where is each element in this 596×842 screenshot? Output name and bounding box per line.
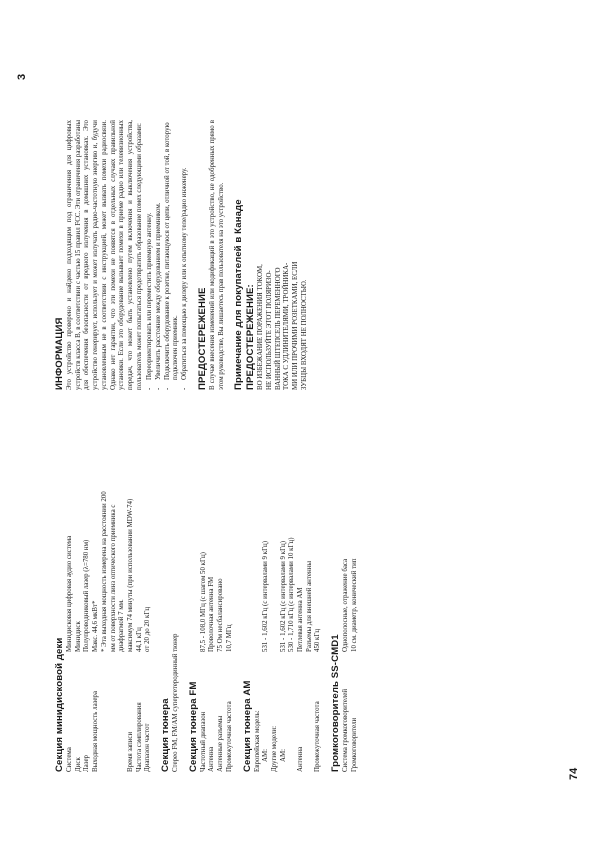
list-item: - Обратиться за помощью к дилеру или к опытному теле/радио инженеру.	[181, 167, 189, 390]
fm-heading: Секция тюнера FM	[187, 681, 199, 772]
caution-section	[197, 120, 226, 390]
tuner-heading: Секция тюнера	[160, 698, 172, 772]
info-paragraph: Это устройство проверено и найдено подходящим под ограничения для цифровых устройств класса В, в соответствии с частью 15 правил FCC. Эти ограничения разработаны для обеспечения безопасности от вредного излучения в домашних установках. Это устройство генерирует, использует и может излучать радио-частотную энергию и, будучи установленным не в соответствии с инструкцией, может вызвать помехи радиосвязи. Однако нет гарантии, что эти помехи не появятся в отдельных случаях правильной установки. Если это оборудование вызывает помехи в приеме радио или телевизионных передач, что может быть установлено путем включения и выключения устройства, пользователь может попытаться предотвратить образование помех следующими образами:	[66, 120, 143, 390]
spec-row: Частота сэмплирования 44,1 кГц	[135, 627, 143, 772]
speaker-section	[330, 490, 359, 772]
spec-row: Система Минидисковая цифровая аудио система	[66, 535, 73, 772]
spec-row: Время записи максимум 74 минуты (при использовании MDW-74)	[126, 498, 134, 772]
spec-row: Система громкоговорителей Однополосные, отражение баса	[342, 558, 350, 772]
am-euro-label: Европейская модель:	[253, 710, 261, 772]
canada-line: НЕ ИСПОЛЬЗУЙТЕ ЭТОТ ПОЛЯРИЗО-	[265, 270, 273, 390]
specifications-column	[54, 490, 367, 772]
minidisc-section	[54, 490, 153, 772]
spec-row: Антенные разъемы 75 Ом несбалансировано	[217, 578, 225, 772]
canada-subheading: ПРЕДОСТЕРЕЖЕНИЕ:	[245, 284, 257, 390]
tuner-section	[160, 490, 181, 772]
info-section	[54, 120, 190, 390]
spec-row: Частотный диапазон 87,5 - 108,0 МГц (с шагом 50 кГц)	[199, 552, 207, 772]
canada-heading: Примечание для покупателей в Канаде	[233, 199, 245, 390]
page-number-right: 3	[16, 73, 28, 80]
spec-row: Диапазон частот от 20 до 20 кГц	[144, 606, 152, 772]
spec-row: Лазер Полупроводниковый лазер (λ=780 нм)	[83, 539, 91, 772]
tuner-text: Стерео FM, FM/AM супергетеродинный тюнер	[172, 633, 180, 772]
spec-row: Выходная мощность лазера Макс. 44,6 мкВт*	[92, 600, 100, 772]
am-other-label: Другие модели:	[270, 725, 278, 772]
caution-heading: ПРЕДОСТЕРЕЖЕНИЕ	[196, 287, 208, 390]
caution-text: В случае внесения изменений или модификаций в это устройство, не одобренных прямо в этом руководстве, Вы лишаетесь прав пользователя на это устройство.	[208, 120, 225, 390]
speaker-heading: Громкоговоритель SS-CMD1	[330, 634, 342, 772]
list-item: - Переориентировать или переместить приемную антенну.	[146, 212, 154, 390]
list-item: - Увеличить расстояние между оборудованием и приемником.	[155, 202, 163, 390]
am-section	[242, 490, 324, 772]
spec-row: Антенна Проволочная антенна FM	[208, 576, 216, 772]
fm-section	[188, 490, 235, 772]
canada-line: ЗУБЦЫ ВХОДЯТ НЕ ПОЛНОСТЬЮ.	[300, 279, 308, 390]
spec-row: Промежуточная частота 450 кГц	[314, 628, 322, 772]
information-column	[54, 120, 316, 390]
info-heading: ИНФОРМАЦИЯ	[54, 317, 65, 390]
canada-section	[233, 120, 309, 390]
minidisc-heading: Секция минидисковой деки	[54, 637, 65, 772]
laser-note: * Эта выходная мощность измерена на расстоянии 200 мм от поверхности линз оптического приемника с диафрагмой 7 мм.	[100, 491, 126, 652]
spec-row: Диск Минидиск	[74, 621, 82, 772]
spec-row: Антенна Петлевая антенна AM Разъемы для внешней антенны	[297, 561, 313, 772]
spec-row: Промежуточная частота 10,7 МГц	[225, 624, 233, 772]
canada-line: ТОКА С УДЛИНИТЕЛЯМИ, ТРОЙНИКА-	[283, 262, 291, 390]
list-item: - Подключить оборудование к розетке, питающуюся от цепи, отличной от той, в которую подключен приемник.	[163, 122, 180, 390]
spec-row: Громкоговорители 10 см. диаметр, конический тип	[350, 558, 358, 772]
spec-row: AM: 531 - 1,602 кГц (с интервалами 9 кГц)	[262, 540, 270, 762]
am-heading: Секция тюнера AM	[241, 680, 253, 772]
canada-line: ВАННЫЙ ШТЕПСЕЛЬ ПЕРЕМЕННОГО	[274, 267, 282, 390]
page-number-left: 74	[568, 767, 580, 780]
canada-line: МИ ИЛИ ПРОЧИМИ РОЗЕТКАМИ, ЕСЛИ	[292, 261, 300, 390]
laser-note-row	[101, 490, 127, 772]
canada-line: ВО ИЗБЕЖАНИЕ ПОРАЖЕНИЯ ТОКОМ,	[257, 264, 265, 390]
spec-row: AM: 531 - 1,602 кГц (с интервалами 9 кГц) 530 - 1,710 кГц (с интервалами 10 кГц)	[279, 537, 296, 762]
